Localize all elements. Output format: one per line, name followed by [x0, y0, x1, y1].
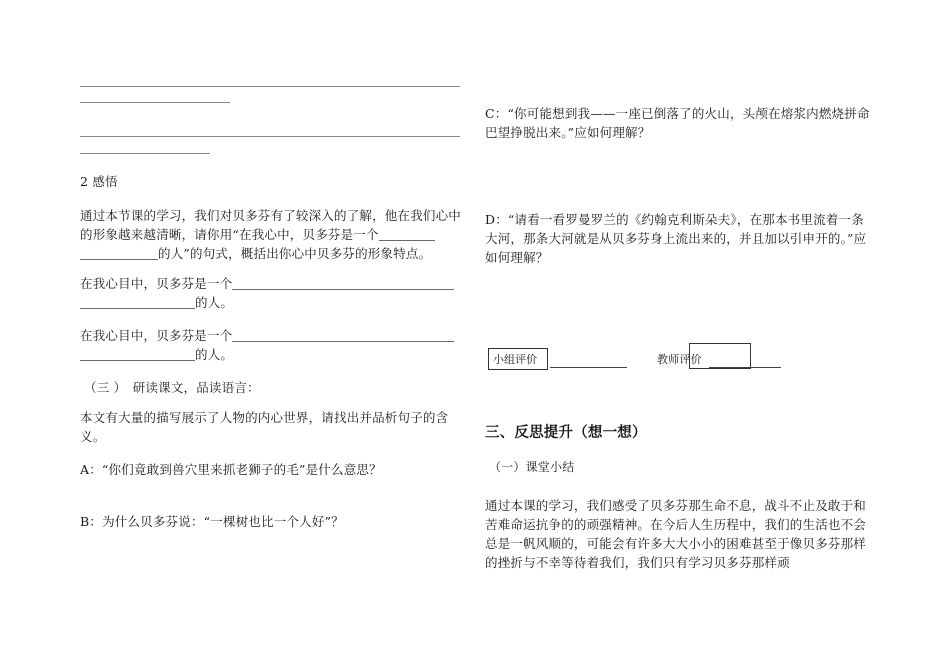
fill-blank[interactable]: [379, 227, 435, 241]
question-d: D：“请看一看罗曼罗兰的《约翰克利斯朵夫》，在那本书里流着一条大河，那条大河就是从贝多芬身上流出来的，并且加以引申开的。”应如何理解？: [485, 212, 867, 265]
summary-title: （一）课堂小结: [489, 460, 575, 474]
summary-text: 通过本课的学习，我们感受了贝多芬那生命不息，战斗不止及敢于和苦难命运抗争的的顽强精神。在今后人生历程中，我们的生活也不会总是一帆风顺的，可能会有许多大大小小的困难甚至于像贝多芬那样的挫折与不幸等待着我们，我们只有学习贝多芬那样顽: [485, 498, 867, 570]
answer-line: [80, 136, 460, 137]
answer-prefix: 在我心目中，贝多芬是一个: [80, 276, 233, 291]
question-b: B：为什么贝多芬说：“一棵树也比一个人好”？: [80, 514, 344, 529]
teacher-eval-blank[interactable]: [709, 367, 781, 368]
feeling-prompt: [80, 206, 464, 263]
answer-row-2: [80, 326, 464, 364]
subsection-3-title: （三 ） 研读课文，品读语言：: [84, 380, 260, 395]
answer-suffix: 的人。: [195, 295, 234, 310]
group-eval-blank[interactable]: [550, 367, 627, 368]
fill-blank[interactable]: [80, 295, 195, 309]
answer-suffix: 的人。: [195, 347, 234, 362]
section-3-title: 三、反思提升（想一想）: [485, 425, 647, 441]
instruction-text: 本文有大量的描写展示了人物的内心世界，请找出并品析句子的含义。: [80, 410, 449, 444]
feeling-prompt-end: 的人”的句式，概括出你心中贝多芬的形象特点。: [158, 246, 432, 261]
feeling-prompt-text: 通过本节课的学习，我们对贝多芬有了较深入的了解，他在我们心中的形象越来越清晰，请你用“在我心中，贝多芬是一个: [80, 208, 462, 242]
section-2-title: 2 感悟: [80, 174, 118, 189]
teacher-eval-box[interactable]: [689, 343, 751, 369]
question-a: A：“你们竟敢到兽穴里来抓老狮子的毛”是什么意思？: [80, 462, 382, 477]
question-c: C：“你可能想到我——一座已倒落了的火山，头颅在熔浆内燃烧拼命巴望挣脱出来。”应如何理解？: [485, 106, 870, 140]
fill-blank[interactable]: [232, 276, 454, 290]
answer-prefix: 在我心目中，贝多芬是一个: [80, 328, 233, 343]
answer-line: [80, 153, 210, 154]
answer-row-1: [80, 274, 464, 312]
group-eval-label: 小组评价: [488, 348, 548, 370]
teacher-eval-label: 教师评价: [657, 353, 702, 366]
fill-blank[interactable]: [80, 246, 158, 260]
fill-blank[interactable]: [232, 328, 454, 342]
answer-line: [80, 102, 230, 103]
fill-blank[interactable]: [80, 347, 195, 361]
answer-line: [80, 86, 460, 87]
